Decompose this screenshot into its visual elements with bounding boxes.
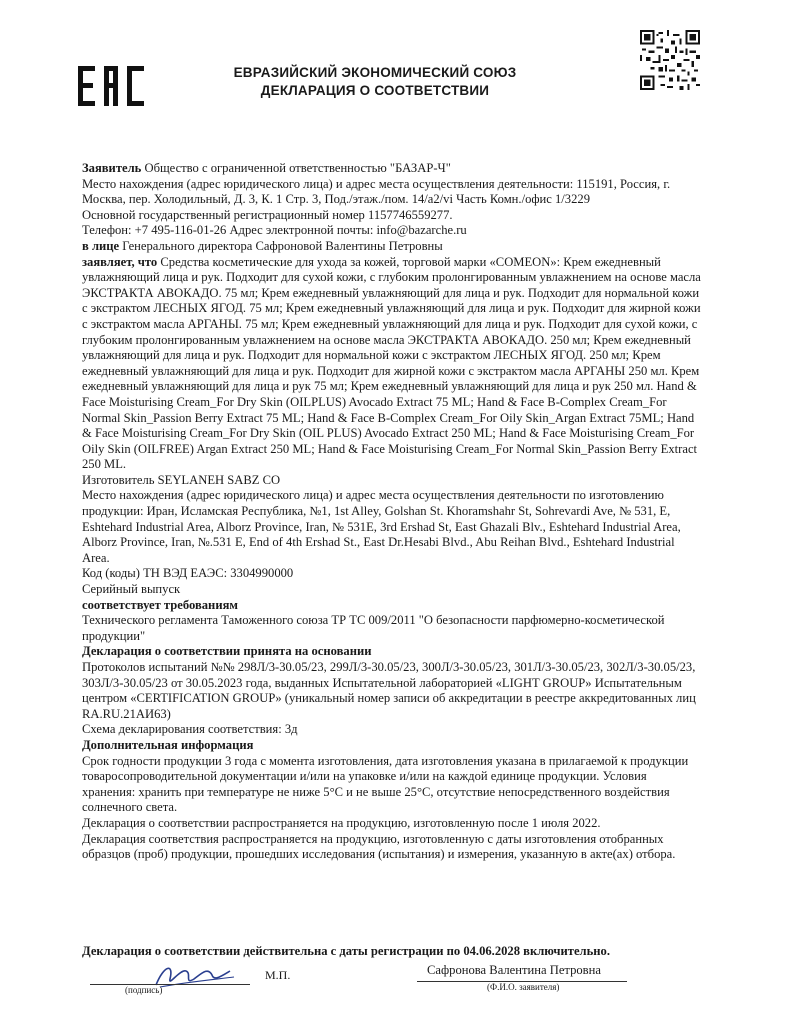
stamp-place-label: М.П. [265, 968, 291, 982]
conformity-text: Технического регламента Таможенного союза ТР ТС 009/2011 "О безопасности парфюмерно-косметической продукции" [82, 613, 665, 643]
signature-caption: (подпись) [125, 985, 163, 995]
declares-label: заявляет, что [82, 254, 158, 269]
basis-label: Декларация о соответствии принята на основании [82, 644, 372, 659]
title-line-2: ДЕКЛАРАЦИЯ О СООТВЕТСТВИИ [260, 83, 490, 98]
applicant-ogrn: Основной государственный регистрационный номер 1157746559277. [82, 207, 453, 222]
applicant-line [82, 161, 702, 177]
signature-icon [150, 957, 240, 997]
product-description: Средства косметические для ухода за кожей, торговой марки «COMEON»: Крем ежедневный увлажняющий лица и рук. Подходит для сухой кожи, с глубоким пролонгированным увлажнением на основе масла ЭКСТРАКТА АВОКАДО. 75 мл; Крем ежедневный увлажняющий для лица и рук. Подходит для нормальной кожи с экстрактом ЛЕСНЫХ ЯГОД. 75 мл; Крем ежедневный увлажняющий для лица и рук. Подходит для жирной кожи с экстрактом масла АРГАНЫ. 75 мл; Крем ежедневный увлажняющий для лица и рук. Подходит для сухой кожи, с глубоким пролонгированным увлажнением на основе масла ЭКСТРАКТА АВОКАДО. 250 мл; Крем ежедневный увлажняющий для лица и рук. Подходит для нормальной кожи с экстрактом ЛЕСНЫХ ЯГОД. 250 мл; Крем ежедневный увлажняющий для лица и рук. Подходит для жирной кожи с экстрактом масла АРГАНЫ 250 мл. Крем ежедневный увлажняющий для лица и рук 75 мл; Крем ежедневный увлажняющий для лица и рук 250 мл. Hand & Face Moisturising Cream_For Dry Skin (OILPLUS) Avocado Extract 75 ML; Hand & Face B-Complex Cream_For Normal Skin_Passion Berry Extract 75 ML; Hand & Face B-Complex Cream_For Oily Skin_Argan Extract 75ML; Hand & Face Moisturising Cream_For Dry Skin (OIL PLUS) Avocado Extract 250 ML; Hand & Face Moisturising Cream_For Oily Skin (OILFREE) Argan Extract 250 ML; Hand & Face Moisturising Cream_For Normal Skin_Passion Berry Extract 250 ML. [82, 254, 701, 472]
tnved-code: Код (коды) ТН ВЭД ЕАЭС: 3304990000 [82, 566, 294, 581]
signature-line [90, 984, 250, 985]
applicant-contacts: Телефон: +7 495-116-01-26 Адрес электронной почты: info@bazarche.ru [82, 223, 467, 238]
qr-code-icon [640, 30, 700, 90]
declaration-body [82, 161, 702, 863]
applicant-address: Место нахождения (адрес юридического лица) и адрес места осуществления деятельности: 115191, Россия, г. Москва, пер. Холодильный, Д. 3, К. 1 Стр. 3, Под./этаж./пом. 14/а2/vi Часть Комн./офис 1/3229 [82, 176, 671, 207]
scope-info: Декларация о соответствии распространяется на продукцию, изготовленную после 1 июля 2022. [82, 815, 601, 830]
declaration-scheme: Схема декларирования соответствия: 3д [82, 722, 298, 737]
series-type: Серийный выпуск [82, 582, 181, 597]
document-title [210, 64, 540, 100]
person-name: Генерального директора Сафроновой Валентины Петровны [119, 238, 443, 253]
additional-label: Дополнительная информация [82, 737, 254, 752]
basis-text: Протоколов испытаний №№ 298Л/3-30.05/23, 299Л/3-30.05/23, 300Л/3-30.05/23, 301Л/3-30.05/23, 302Л/3-30.05/23, 303Л/3-30.05/23 от 30.05.2023 года, выданных Испытательной лабораторией «LIGHT GROUP» Испытательным центром «CERTIFICATION GROUP» (уникальный номер записи об аккредитации в реестре аккредитованных лиц RA.RU.21АИ63) [82, 660, 696, 721]
applicant-person-line [82, 239, 702, 255]
person-label: в лице [82, 238, 120, 253]
conformity-label: соответствует требованиям [82, 597, 238, 612]
applicant-label: Заявитель [82, 161, 142, 175]
eac-logo [78, 66, 144, 106]
declares-paragraph [82, 255, 702, 473]
manufacturer-name: Изготовитель SEYLANEH SABZ CO [82, 472, 281, 487]
applicant-name: Общество с ограниченной ответственностью "БАЗАР-Ч" [141, 161, 451, 175]
title-line-1: ЕВРАЗИЙСКИЙ ЭКОНОМИЧЕСКИЙ СОЮЗ [233, 65, 517, 80]
manufacturer-address: Место нахождения (адрес юридического лица) и адрес места осуществления деятельности по изготовлению продукции: Иран, Исламская Республика, №1, 1st Alley, Golshan St. Khoramshahr St, Sohrevardi Ave, № 531, E, Eshtehard Industrial Area, Alborz Province, Iran, № 531E, 3rd Ershad St, East Ghazali Blv., Eshtehard Industrial Area, Alborz Province, Iran, №.531 E, End of 4th Ershad St., East Dr.Hesabi Blvd., Abu Reihan Blvd., Eshtehard Industrial Area. [82, 488, 681, 565]
signatory-name: Сафронова Валентина Петровна [427, 963, 601, 977]
samples-info: Декларация соответствия распространяется на продукцию, изготовленную с даты изготовления отобранных образцов (проб) продукции, прошедших исследования (испытания) и измерения, указанную в акте(ах) отбора. [82, 831, 676, 862]
storage-info: Срок годности продукции 3 года с момента изготовления, дата изготовления указана в прилагаемой к продукции товаросопроводительной документации и/или на упаковке и/или на каждой единице продукции. Условия хранения: хранить при температуре не ниже 5°С и не выше 25°С, отсутствие непосредственного воздействия солнечного света. [82, 753, 689, 815]
validity-statement: Декларация о соответствии действительна с даты регистрации по 04.06.2028 включительно. [82, 944, 610, 958]
name-caption: (Ф.И.О. заявителя) [487, 982, 560, 992]
